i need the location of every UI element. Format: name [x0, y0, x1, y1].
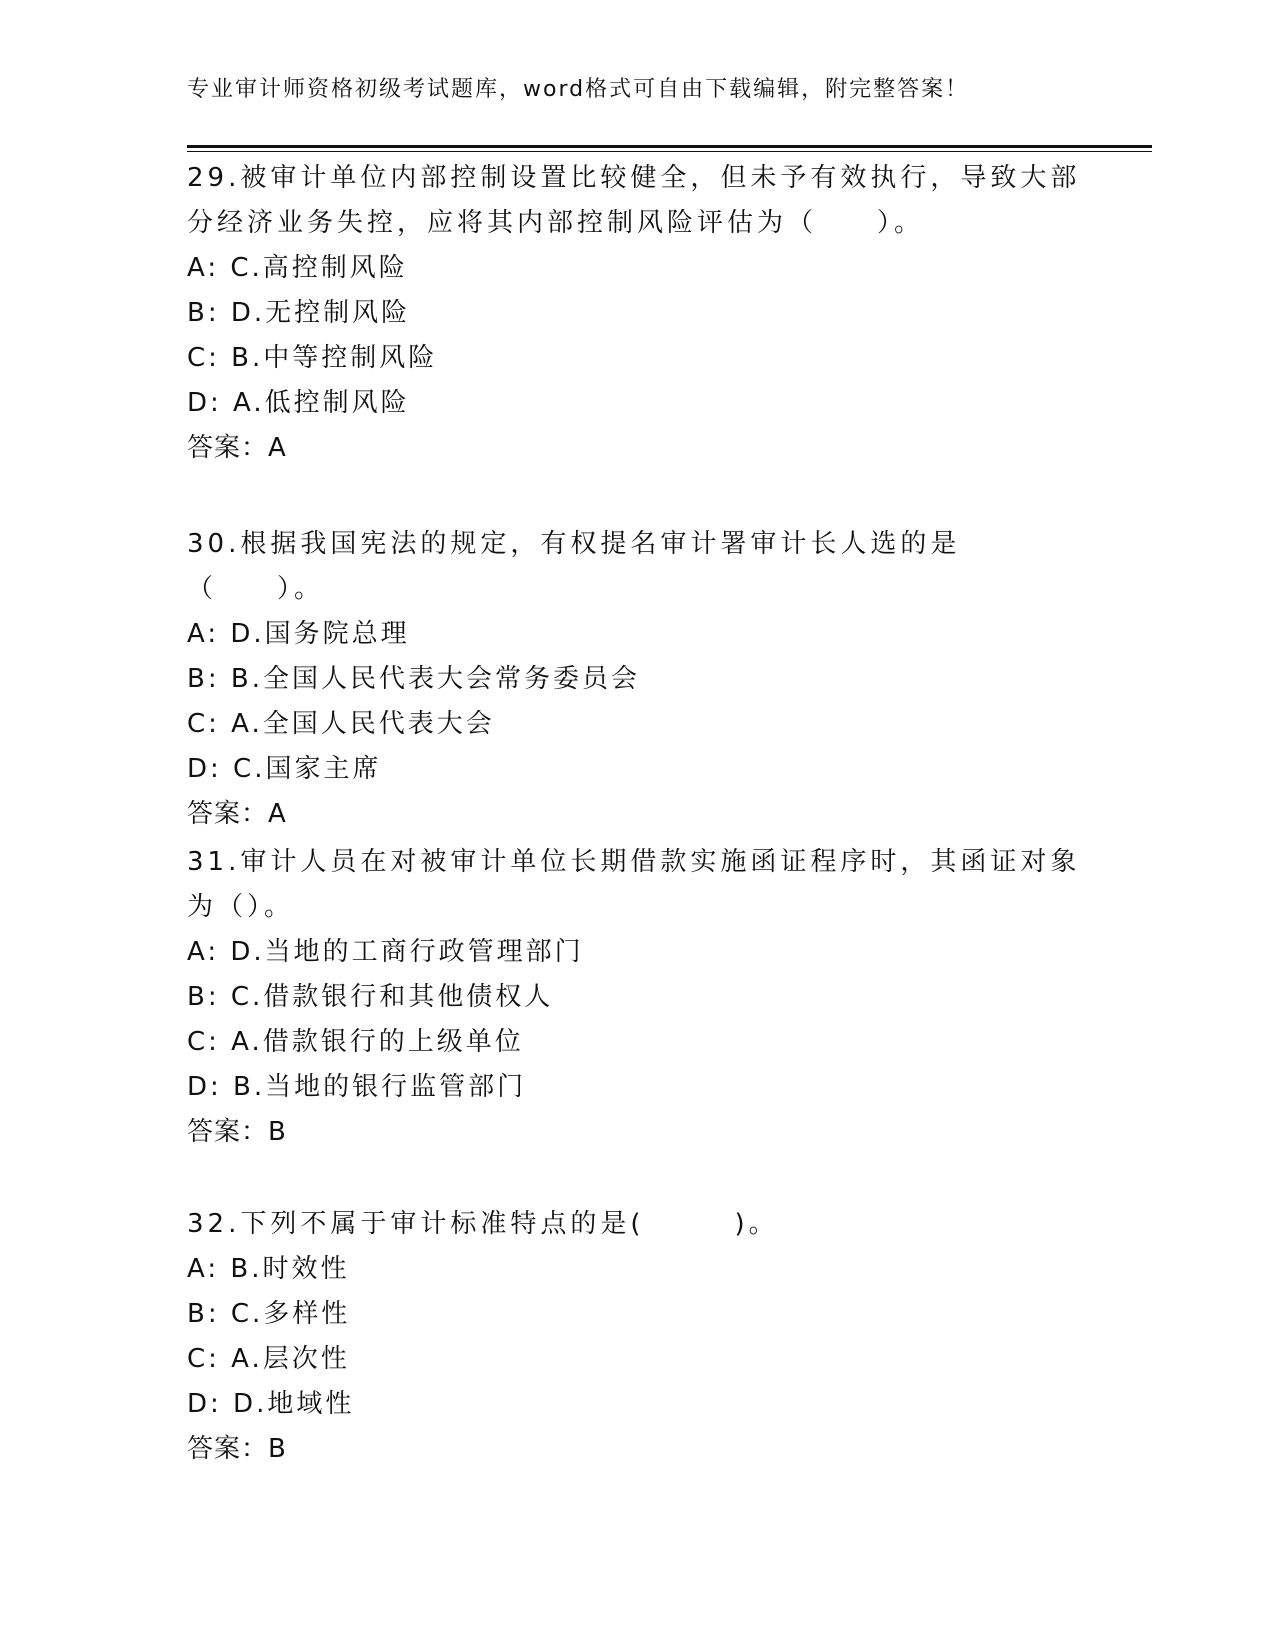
header-rule-thick	[187, 145, 1152, 148]
option-b: B: B.全国人民代表大会常务委员会	[187, 664, 640, 694]
answer: 答案：A	[187, 433, 287, 463]
page-header: 专业审计师资格初级考试题库，word格式可自由下载编辑，附完整答案！	[187, 77, 970, 102]
answer: 答案：B	[187, 1434, 287, 1464]
option-c: C: A.借款银行的上级单位	[187, 1027, 524, 1057]
option-d: D: B.当地的银行监管部门	[187, 1072, 527, 1102]
option-d: D: A.低控制风险	[187, 388, 410, 418]
question-30	[187, 522, 1087, 837]
option-a: A: D.当地的工商行政管理部门	[187, 937, 584, 967]
option-d: D: D.地域性	[187, 1389, 355, 1419]
question-32	[187, 1202, 1087, 1472]
option-b: B: D.无控制风险	[187, 298, 411, 328]
option-c: C: A.全国人民代表大会	[187, 709, 495, 739]
option-a: A: C.高控制风险	[187, 253, 408, 283]
option-a: A: B.时效性	[187, 1254, 350, 1284]
option-c: C: B.中等控制风险	[187, 343, 438, 373]
answer: 答案：B	[187, 1117, 287, 1147]
question-text: 32.下列不属于审计标准特点的是( )。	[187, 1209, 779, 1239]
question-text: 29.被审计单位内部控制设置比较健全，但未予有效执行，导致大部分经济业务失控，应将其内部控制风险评估为（ ）。	[187, 163, 1081, 238]
header-rule-thin	[187, 151, 1152, 152]
option-c: C: A.层次性	[187, 1344, 350, 1374]
option-b: B: C.借款银行和其他债权人	[187, 982, 554, 1012]
question-29	[187, 156, 1087, 471]
option-a: A: D.国务院总理	[187, 619, 410, 649]
question-text: 30.根据我国宪法的规定，有权提名审计署审计长人选的是（ ）。	[187, 529, 961, 604]
answer: 答案：A	[187, 799, 287, 829]
option-b: B: C.多样性	[187, 1299, 351, 1329]
option-d: D: C.国家主席	[187, 754, 382, 784]
question-text: 31.审计人员在对被审计单位长期借款实施函证程序时，其函证对象为（）。	[187, 847, 1081, 922]
question-31	[187, 840, 1087, 1155]
